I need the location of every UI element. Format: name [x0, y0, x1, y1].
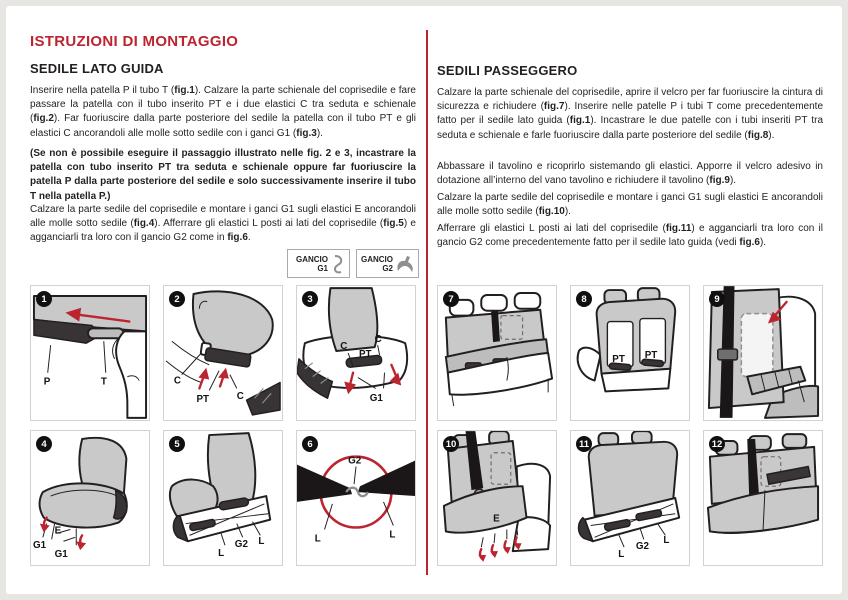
column-divider [426, 30, 428, 575]
figure-label: PT [612, 353, 625, 365]
figure-number-badge: 8 [576, 291, 592, 307]
hook-legend-g1-title: GANCIO [296, 254, 328, 264]
figure-number-badge: 7 [443, 291, 459, 307]
figure-label: T [100, 376, 107, 388]
figure-4-illustration [31, 431, 149, 565]
paragraph: Calzare la parte sedile del coprisedile e montare i ganci G1 sugli elastici E ancorandoli alle molle sotto sedile (fig.10). [437, 192, 823, 218]
figure-number-badge: 2 [169, 291, 185, 307]
figure-label: C [340, 341, 348, 353]
figure-number-badge: 6 [302, 436, 318, 452]
figure-label: C [173, 375, 181, 387]
figure-2-illustration [164, 286, 282, 420]
figure-number-badge: 5 [169, 436, 185, 452]
figure-11-illustration [571, 431, 689, 565]
figure-panel-6 [296, 430, 416, 566]
figure-3-illustration [297, 286, 415, 420]
figure-label: G2 [234, 539, 248, 551]
section-heading-passenger-seats: SEDILI PASSEGGERO [437, 63, 578, 78]
figure-label: G2 [348, 455, 362, 467]
figure-number-badge: 3 [302, 291, 318, 307]
figure-1-illustration [31, 286, 149, 420]
figure-label: PT [358, 348, 372, 360]
figure-7-illustration [438, 286, 556, 420]
figure-panel-5 [163, 430, 283, 566]
figure-panel-10 [437, 430, 557, 566]
paragraph-note: (Se non è possibile eseguire il passaggio illustrato nelle fig. 2 e 3, incastrare la patella con tubo inserito PT tra seduta e schienale oppure far fuoriuscire la patella P dalla parte posteriore del sedile e solo successivamente inserire il tubo T nella patella P.) [30, 148, 416, 202]
figure-panel-1 [30, 285, 150, 421]
figure-5-illustration [164, 431, 282, 565]
section-heading-driver-seat: SEDILE LATO GUIDA [30, 61, 164, 76]
page-title: ISTRUZIONI DI MONTAGGIO [30, 33, 239, 50]
hook-legend-g2 [356, 249, 419, 278]
figure-label: P [43, 376, 51, 388]
hook-legend-g1-text [296, 255, 328, 273]
figure-panel-8 [570, 285, 690, 421]
paragraph: Afferrare gli elastici L posti ai lati del coprisedile (fig.11) e agganciarli tra loro con il gancio G2 come precedentemente fatto per il sedile lato guida (vedi fig.6). [437, 223, 823, 249]
hook-legend-g1-code: G1 [317, 263, 328, 273]
figure-panel-2 [163, 285, 283, 421]
paragraph: Calzare la parte schienale del coprisedile, aprire il velcro per far fuoriuscire la cintura di sicurezza e richiudere (fig.7). Inserire nelle patelle P i tubi T come precedentemente fatto per il sedile lato guida (fig.1). Incastrare le due patelle con i tubi inseriti PT tra seduta e schienale e farle fuoriuscire dalla parte posteriore del sedile (fig.8). [437, 87, 824, 141]
figure-label: G1 [54, 549, 68, 560]
paragraph: Abbassare il tavolino e ricoprirlo sistemando gli elastici. Apporre il velcro adesivo in dotazione all’interno del vano tavolino e richiudere il tavolino (fig.9). [437, 161, 823, 187]
figure-label: E [493, 513, 500, 525]
instruction-sheet [6, 6, 842, 594]
figure-panel-12 [703, 430, 823, 566]
figure-panel-4 [30, 430, 150, 566]
figure-9-illustration [704, 286, 822, 420]
hook-legend-g2-text [361, 255, 393, 273]
figure-label: G2 [635, 541, 650, 553]
figure-10-illustration [438, 431, 556, 565]
figure-6-illustration [297, 431, 415, 565]
figure-label: L [389, 529, 396, 541]
figure-label: E [54, 525, 62, 537]
figure-panel-7 [437, 285, 557, 421]
figure-label: PT [196, 394, 210, 406]
figure-number-badge: 10 [443, 436, 459, 452]
paragraph: Calzare la parte sedile del coprisedile e montare i ganci G1 sugli elastici E ancorandoli alle molle sotto sedile (fig.4). Afferrare gli elastici L posti ai lati del coprisedile (fig.5) e agganciarli tra loro con il gancio G2 come in fig.6. [30, 204, 416, 244]
figure-label: L [258, 536, 265, 548]
figure-8-illustration [571, 286, 689, 420]
figure-number-badge: 9 [709, 291, 725, 307]
figure-12-illustration [704, 431, 822, 565]
hook-legend-g1 [287, 249, 350, 278]
figure-label: L [218, 548, 225, 560]
hook-legend-g2-code: G2 [382, 263, 393, 273]
hook-legend-g2-title: GANCIO [361, 254, 393, 264]
figure-label: G1 [369, 393, 383, 405]
figure-label: L [314, 533, 321, 545]
double-hook-icon [396, 254, 414, 274]
figure-panel-9 [703, 285, 823, 421]
figure-number-badge: 4 [36, 436, 52, 452]
figure-label: C [236, 391, 244, 403]
figure-number-badge: 11 [576, 436, 592, 452]
paragraph: Inserire nella patella P il tubo T (fig.1). Calzare la parte schienale del coprisedile e fare passare la patella con il tubo inserito PT e i due elastici C tra seduta e schienale (fig.2). Far fuoriuscire dalla parte posteriore del sedile la patella con il tubo PT e gli elastici C ancorandoli alle molle sotto sedile con i ganci G1 (fig.3). [30, 85, 416, 139]
figure-number-badge: 12 [709, 436, 725, 452]
figure-panel-11 [570, 430, 690, 566]
figure-number-badge: 1 [36, 291, 52, 307]
figure-panel-3 [296, 285, 416, 421]
figure-label: C [374, 334, 382, 346]
figure-label: PT [644, 349, 658, 361]
figure-label: L [618, 549, 625, 560]
figure-label: G1 [32, 540, 47, 552]
s-hook-icon [331, 254, 345, 274]
figure-label: L [663, 535, 670, 547]
